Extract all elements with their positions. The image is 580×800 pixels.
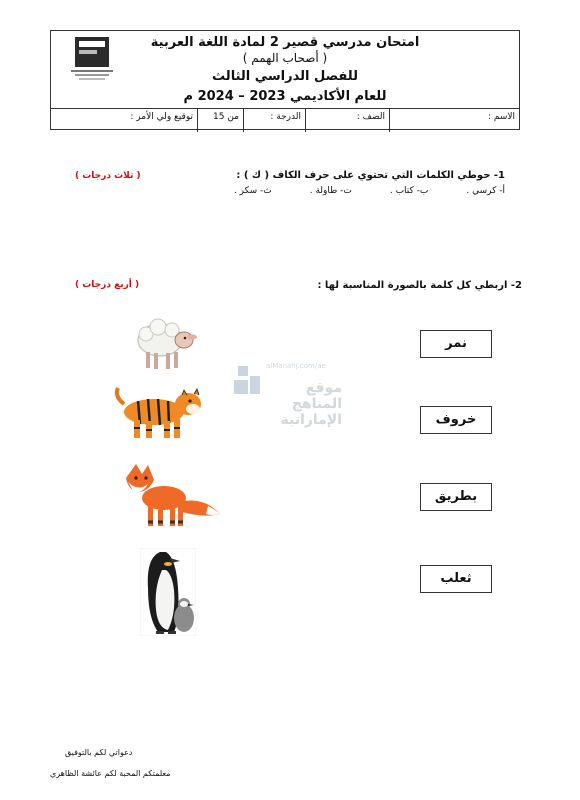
watermark-url: alManahj.com/ae — [266, 362, 326, 370]
word-box-tiger[interactable]: نمر — [420, 330, 492, 358]
name-field[interactable]: الاسم : — [389, 109, 519, 132]
option-a[interactable]: أ- كرسي . — [466, 186, 505, 196]
exam-subtitle: ( أصحاب الهمم ) — [242, 51, 328, 65]
out-of-label: من 15 — [197, 109, 243, 132]
exam-header — [50, 30, 520, 130]
option-c[interactable]: ت- طاولة . — [309, 186, 352, 196]
question-1-title: 1- حوطي الكلمات التي تحتوي على حرف الكاف ( ك ) : — [236, 170, 505, 181]
exam-term: للفصل الدراسي الثالث — [212, 69, 358, 84]
tiger-icon[interactable] — [110, 384, 208, 444]
question-2-title: 2- اربطي كل كلمة بالصورة المناسبة لها : — [317, 280, 522, 291]
footer-teacher: معلمتكم المحبة لكم عائشة الظاهري — [50, 769, 171, 778]
exam-year: للعام الأكاديمي 2023 – 2024 م — [183, 89, 387, 104]
question-2-marks: ( أربع درجات ) — [75, 280, 140, 290]
word-box-sheep[interactable]: خروف — [420, 406, 492, 434]
grade-field[interactable]: الدرجة : — [243, 109, 305, 132]
site-watermark — [232, 360, 342, 428]
class-field[interactable]: الصف : — [305, 109, 389, 132]
option-b[interactable]: ب- كتاب . — [389, 186, 429, 196]
option-d[interactable]: ث- سكر . — [233, 186, 272, 196]
penguin-icon[interactable] — [140, 548, 196, 636]
question-1-marks: ( ثلاث درجات ) — [75, 171, 141, 181]
student-info-row — [51, 108, 519, 132]
fox-icon[interactable] — [120, 462, 224, 530]
footer-wishes: دعواتي لكم بالتوفيق — [65, 748, 133, 757]
question-1-options — [234, 186, 505, 196]
sheep-icon[interactable] — [132, 312, 200, 374]
parent-signature-field[interactable]: توقيع ولي الأمر : — [130, 112, 193, 122]
word-box-penguin[interactable]: بطريق — [420, 483, 492, 511]
word-box-fox[interactable]: ثعلب — [420, 565, 492, 593]
watermark-site-name: موقع المناهج الإماراتية — [280, 380, 342, 428]
exam-title: امتحان مدرسي قصير 2 لمادة اللغة العربية — [150, 35, 420, 50]
